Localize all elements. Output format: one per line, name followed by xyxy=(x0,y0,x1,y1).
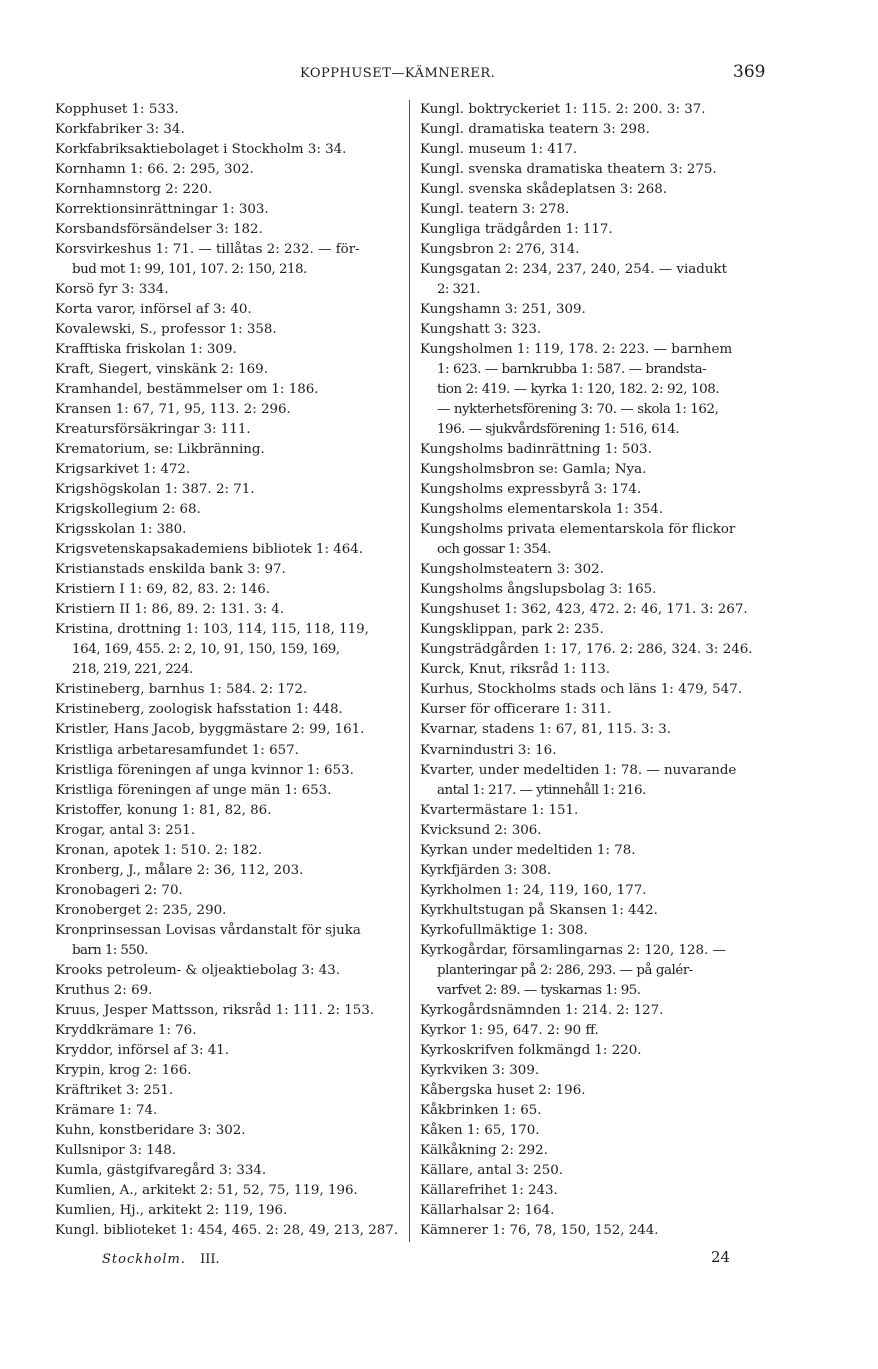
index-line: Krogar, antal 3: 251. xyxy=(55,822,196,838)
index-line: Krigskollegium 2: 68. xyxy=(55,502,201,518)
index-line: Kristiern I 1: 69, 82, 83. 2: 146. xyxy=(55,582,271,598)
index-line: Kyrkofullmäktige 1: 308. xyxy=(420,922,588,938)
index-line: Kornhamnstorg 2: 220. xyxy=(55,182,213,198)
index-line: Kronobageri 2: 70. xyxy=(55,882,183,898)
index-line: Kyrkoskrifven folkmängd 1: 220. xyxy=(420,1042,642,1058)
index-line: Kristineberg, zoologisk hafsstation 1: 448. xyxy=(55,702,343,718)
index-line: Kristineberg, barnhus 1: 584. 2: 172. xyxy=(55,682,308,698)
page-number: 369 xyxy=(733,62,766,82)
index-line: Kurser för officerare 1: 311. xyxy=(420,702,612,718)
index-line: Kämnerer 1: 76, 78, 150, 152, 244. xyxy=(420,1222,659,1238)
index-line: Krigsarkivet 1: 472. xyxy=(55,462,191,478)
index-line: Kronberg, J., målare 2: 36, 112, 203. xyxy=(55,862,304,878)
index-line: Kungshamn 3: 251, 309. xyxy=(420,302,586,318)
index-line: Korkfabriker 3: 34. xyxy=(55,122,185,138)
index-line: Krigsvetenskapsakademiens bibliotek 1: 464. xyxy=(55,542,364,558)
index-line: Kyrkfjärden 3: 308. xyxy=(420,862,552,878)
index-line: Kyrkan under medeltiden 1: 78. xyxy=(420,842,636,858)
index-line: Kungsklippan, park 2: 235. xyxy=(420,622,604,638)
index-line: Kurck, Knut, riksråd 1: 113. xyxy=(420,662,610,678)
index-line: tion 2: 419. — kyrka 1: 120, 182. 2: 92, 108. xyxy=(437,382,720,398)
index-line: Krooks petroleum- & oljeaktiebolag 3: 43. xyxy=(55,962,341,978)
index-line: Kopphuset 1: 533. xyxy=(55,102,179,117)
index-line: Kyrkviken 3: 309. xyxy=(420,1062,540,1078)
index-line: Korsvirkeshus 1: 71. — tillåtas 2: 232. — för- xyxy=(55,242,360,258)
index-line: Krematorium, se: Likbränning. xyxy=(55,442,265,458)
left-column xyxy=(55,100,400,1241)
index-line: Kyrkogårdar, församlingarnas 2: 120, 128. — xyxy=(420,942,726,958)
index-line: Kungl. dramatiska teatern 3: 298. xyxy=(420,122,650,138)
index-line: Korkfabriksaktiebolaget i Stockholm 3: 34. xyxy=(55,142,347,158)
index-line: planteringar på 2: 286, 293. — på galér- xyxy=(437,962,693,978)
index-line: Kvicksund 2: 306. xyxy=(420,822,542,838)
index-line: Kåken 1: 65, 170. xyxy=(420,1122,540,1138)
index-line: Kvarnar, stadens 1: 67, 81, 115. 3: 3. xyxy=(420,722,672,738)
index-line: Kungl. teatern 3: 278. xyxy=(420,202,570,218)
index-line: — nykterhetsförening 3: 70. — skola 1: 162, xyxy=(437,402,719,418)
index-line: Korsbandsförsändelser 3: 182. xyxy=(55,222,263,238)
index-line: Kåkbrinken 1: 65. xyxy=(420,1102,542,1118)
index-line: Kungsholms ångslupsbolag 3: 165. xyxy=(420,582,657,598)
index-line: 218, 219, 221, 224. xyxy=(72,662,193,678)
index-line: Kungl. biblioteket 1: 454, 465. 2: 28, 49, 213, 287. xyxy=(55,1222,399,1238)
footer-signature xyxy=(102,1252,220,1267)
index-line: Kristliga föreningen af unge män 1: 653. xyxy=(55,782,332,798)
index-line: Kronprinsessan Lovisas vårdanstalt för sjuka xyxy=(55,922,361,938)
index-line: Kungsträdgården 1: 17, 176. 2: 286, 324. 3: 246. xyxy=(420,642,753,658)
index-line: Kristiern II 1: 86, 89. 2: 131. 3: 4. xyxy=(55,602,285,618)
index-line: Kramhandel, bestämmelser om 1: 186. xyxy=(55,382,319,398)
index-line: Kraft, Siegert, vinskänk 2: 169. xyxy=(55,362,268,378)
index-line: Kälkåkning 2: 292. xyxy=(420,1142,548,1158)
index-line: Kornhamn 1: 66. 2: 295, 302. xyxy=(55,162,254,178)
index-line: Kungl. boktryckeriet 1: 115. 2: 200. 3: 37. xyxy=(420,102,706,117)
index-line: Kungl. svenska dramatiska theatern 3: 275. xyxy=(420,162,717,178)
index-line: Kyrkholmen 1: 24, 119, 160, 177. xyxy=(420,882,647,898)
index-line: Kungl. museum 1: 417. xyxy=(420,142,578,158)
index-line: Kyrkogårdsnämnden 1: 214. 2: 127. xyxy=(420,1002,664,1018)
index-line: Kristoffer, konung 1: 81, 82, 86. xyxy=(55,802,272,818)
index-line: Kräftriket 3: 251. xyxy=(55,1082,174,1098)
index-line: Kyrkor 1: 95, 647. 2: 90 ff. xyxy=(420,1022,599,1038)
sheet-number: 24 xyxy=(711,1248,731,1266)
index-line: Kronoberget 2: 235, 290. xyxy=(55,902,227,918)
index-line: 2: 321. xyxy=(437,282,480,298)
index-line: Kungliga trädgården 1: 117. xyxy=(420,222,613,238)
index-line: Kryddor, införsel af 3: 41. xyxy=(55,1042,230,1058)
index-line: Kumlien, A., arkitekt 2: 51, 52, 75, 119, 196. xyxy=(55,1182,358,1198)
index-line: Kuhn, konstberidare 3: 302. xyxy=(55,1122,246,1138)
index-line: Kungsholms badinrättning 1: 503. xyxy=(420,442,652,458)
index-line: Kurhus, Stockholms stads och läns 1: 479, 547. xyxy=(420,682,742,698)
index-line: Kungshatt 3: 323. xyxy=(420,322,542,338)
index-line: Krigsskolan 1: 380. xyxy=(55,522,187,538)
index-line: Kungsholms expressbyrå 3: 174. xyxy=(420,482,642,498)
index-line: Källare, antal 3: 250. xyxy=(420,1162,563,1178)
index-line: Kumlien, Hj., arkitekt 2: 119, 196. xyxy=(55,1202,288,1218)
signature-mark: Stockholm. xyxy=(102,1252,186,1267)
index-line: Kyrkhultstugan på Skansen 1: 442. xyxy=(420,902,658,918)
page-header xyxy=(0,62,878,84)
index-line: Kungsholms elementarskola 1: 354. xyxy=(420,502,664,518)
index-line: Kungshuset 1: 362, 423, 472. 2: 46, 171. 3: 267. xyxy=(420,602,748,618)
index-line: Källarefrihet 1: 243. xyxy=(420,1182,558,1198)
index-line: Kryddkrämare 1: 76. xyxy=(55,1022,197,1038)
index-line: 1: 623. — barnkrubba 1: 587. — brandsta- xyxy=(437,362,707,378)
index-line: Krafftiska friskolan 1: 309. xyxy=(55,342,237,358)
index-line: Korta varor, införsel af 3: 40. xyxy=(55,302,252,318)
index-line: 196. — sjukvårdsförening 1: 516, 614. xyxy=(437,422,680,438)
index-line: Källarhalsar 2: 164. xyxy=(420,1202,555,1218)
index-line: Krypin, krog 2: 166. xyxy=(55,1062,192,1078)
index-line: och gossar 1: 354. xyxy=(437,542,551,558)
index-line: Kransen 1: 67, 71, 95, 113. 2: 296. xyxy=(55,402,291,418)
index-line: Kungsholmen 1: 119, 178. 2: 223. — barnhem xyxy=(420,342,733,358)
index-line: barn 1: 550. xyxy=(72,942,148,958)
index-line: Kvarnindustri 3: 16. xyxy=(420,742,557,758)
index-line: Kruthus 2: 69. xyxy=(55,982,153,998)
index-line: 164, 169, 455. 2: 2, 10, 91, 150, 159, 169, xyxy=(72,642,340,658)
index-line: Kreatursförsäkringar 3: 111. xyxy=(55,422,251,438)
index-line: Kumla, gästgifvaregård 3: 334. xyxy=(55,1162,267,1178)
index-line: Krigshögskolan 1: 387. 2: 71. xyxy=(55,482,255,498)
index-line: Kungsholmsteatern 3: 302. xyxy=(420,562,604,578)
index-line: Kungsholms privata elementarskola för flickor xyxy=(420,522,736,538)
index-line: varfvet 2: 89. — tyskarnas 1: 95. xyxy=(437,982,641,998)
index-line: Kruus, Jesper Mattsson, riksråd 1: 111. 2: 153. xyxy=(55,1002,375,1018)
volume-mark: III. xyxy=(200,1252,220,1267)
index-line: Kvartermästare 1: 151. xyxy=(420,802,579,818)
index-line: Kristler, Hans Jacob, byggmästare 2: 99, 161. xyxy=(55,722,365,738)
index-line: Kristliga föreningen af unga kvinnor 1: 653. xyxy=(55,762,354,778)
index-line: Kungsholmsbron se: Gamla; Nya. xyxy=(420,462,647,478)
index-line: Kungl. svenska skådeplatsen 3: 268. xyxy=(420,182,668,198)
index-line: Kristliga arbetaresamfundet 1: 657. xyxy=(55,742,299,758)
index-line: Kullsnipor 3: 148. xyxy=(55,1142,177,1158)
index-line: Kristina, drottning 1: 103, 114, 115, 118, 119, xyxy=(55,622,369,638)
index-line: Kovalewski, S., professor 1: 358. xyxy=(55,322,277,338)
column-divider xyxy=(409,100,410,1242)
index-line: Korrektionsinrättningar 1: 303. xyxy=(55,202,269,218)
index-line: bud mot 1: 99, 101, 107. 2: 150, 218. xyxy=(72,262,307,278)
index-line: Kristianstads enskilda bank 3: 97. xyxy=(55,562,286,578)
index-line: Kvarter, under medeltiden 1: 78. — nuvarande xyxy=(420,762,737,778)
index-line: Kronan, apotek 1: 510. 2: 182. xyxy=(55,842,262,858)
index-line: Kungsbron 2: 276, 314. xyxy=(420,242,580,258)
index-line: Kungsgatan 2: 234, 237, 240, 254. — viadukt xyxy=(420,262,727,278)
right-column xyxy=(420,100,768,1241)
index-line: antal 1: 217. — ytinnehåll 1: 216. xyxy=(437,782,646,798)
index-line: Kåbergska huset 2: 196. xyxy=(420,1082,586,1098)
index-line: Krämare 1: 74. xyxy=(55,1102,158,1118)
index-line: Korsö fyr 3: 334. xyxy=(55,282,169,298)
running-title: KOPPHUSET—KÄMNERER. xyxy=(300,66,496,81)
